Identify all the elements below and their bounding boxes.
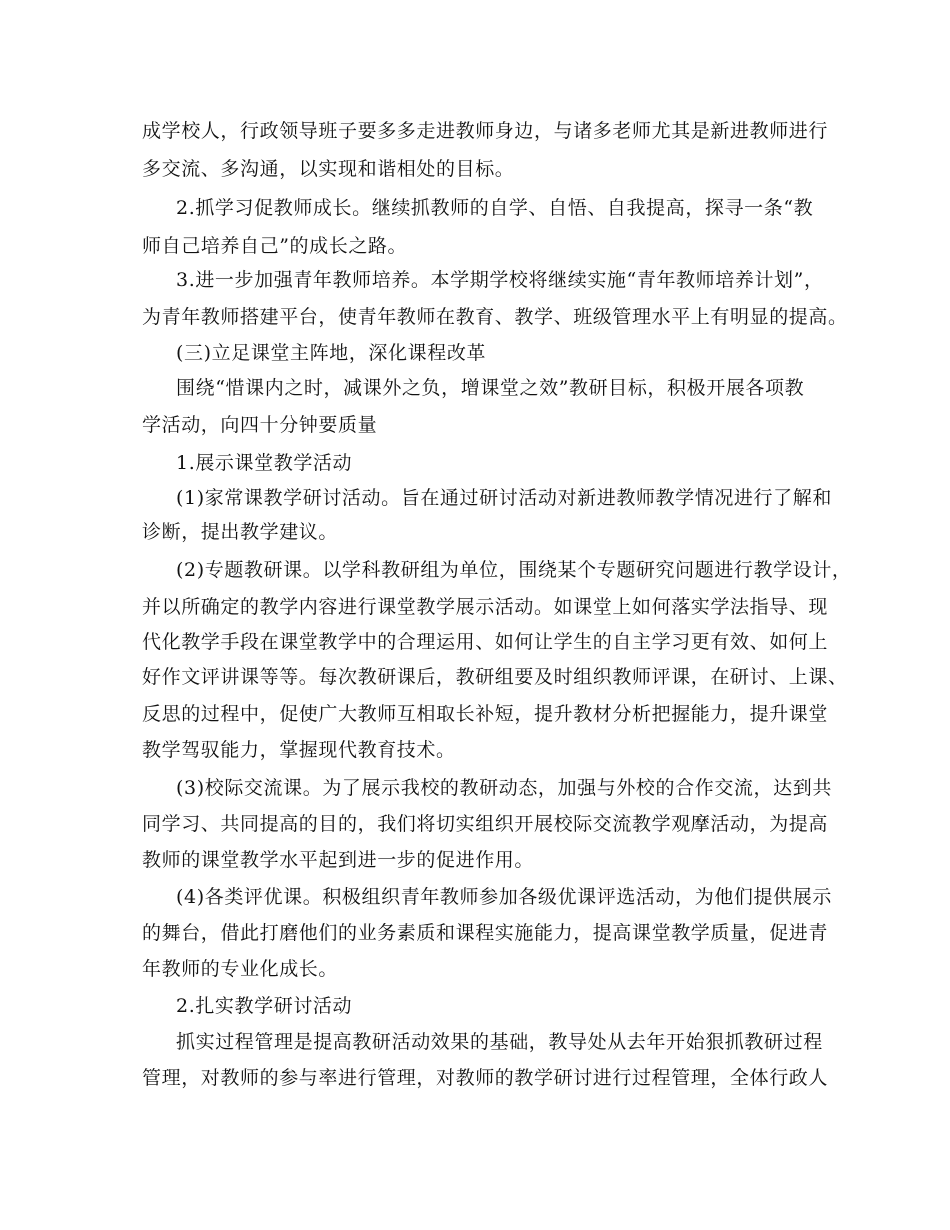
text-line: 的舞台，借此打磨他们的业务素质和课程实施能力，提高课堂教学质量，促进青	[142, 922, 829, 944]
text-line: (1)家常课教学研讨活动。旨在通过研讨活动对新进教师教学情况进行了解和	[176, 487, 832, 509]
text-line: 并以所确定的教学内容进行课堂教学展示活动。如课堂上如何落实学法指导、现	[142, 596, 829, 618]
text-line: 多交流、多沟通，以实现和谐相处的目标。	[142, 158, 515, 180]
text-line: 代化教学手段在课堂教学中的合理运用、如何让学生的自主学习更有效、如何上	[142, 631, 829, 653]
text-line: 同学习、共同提高的目的，我们将切实组织开展校际交流教学观摩活动，为提高	[142, 813, 829, 835]
text-line: 成学校人，行政领导班子要多多走进教师身边，与诸多老师尤其是新进教师进行	[142, 120, 829, 142]
text-line: 年教师的专业化成长。	[142, 958, 339, 980]
text-line: 教学驾驭能力，掌握现代教育技术。	[142, 739, 456, 761]
text-line: 围绕“惜课内之时，减课外之负，增课堂之效”教研目标，积极开展各项教	[176, 377, 805, 399]
text-line: (2)专题教研课。以学科教研组为单位，围绕某个专题研究问题进行教学设计，	[176, 559, 852, 581]
text-line: 反思的过程中，促使广大教师互相取长补短，提升教材分析把握能力，提升课堂	[142, 703, 829, 725]
text-line: 3.进一步加强青年教师培养。本学期学校将继续实施“青年教师培养计划”，	[176, 269, 824, 291]
text-line: 抓实过程管理是提高教研活动效果的基础，教导处从去年开始狠抓教研过程	[176, 1031, 823, 1053]
subsection-heading: 2.扎实教学研讨活动	[176, 995, 353, 1017]
text-line: 好作文评讲课等等。每次教研课后，教研组要及时组织教师评课，在研讨、上课、	[142, 666, 848, 688]
text-line: 管理，对教师的参与率进行管理，对教师的教学研讨进行过程管理，全体行政人	[142, 1067, 829, 1089]
text-line: 学活动，向四十分钟要质量	[142, 414, 378, 436]
text-line: (3)校际交流课。为了展示我校的教研动态，加强与外校的合作交流，达到共	[176, 777, 832, 799]
text-line: 师自己培养自己”的成长之路。	[142, 235, 408, 257]
section-heading: (三)立足课堂主阵地，深化课程改革	[176, 342, 487, 364]
text-line: (4)各类评优课。积极组织青年教师参加各级优课评选活动，为他们提供展示	[176, 886, 832, 908]
subsection-heading: 1.展示课堂教学活动	[176, 452, 353, 474]
text-line: 教师的课堂教学水平起到进一步的促进作用。	[142, 849, 535, 871]
text-line: 诊断，提出教学建议。	[142, 521, 339, 543]
text-line: 为青年教师搭建平台，使青年教师在教育、教学、班级管理水平上有明显的提高。	[142, 306, 848, 328]
text-line: 2.抓学习促教师成长。继续抓教师的自学、自悟、自我提高，探寻一条“教	[176, 197, 814, 219]
